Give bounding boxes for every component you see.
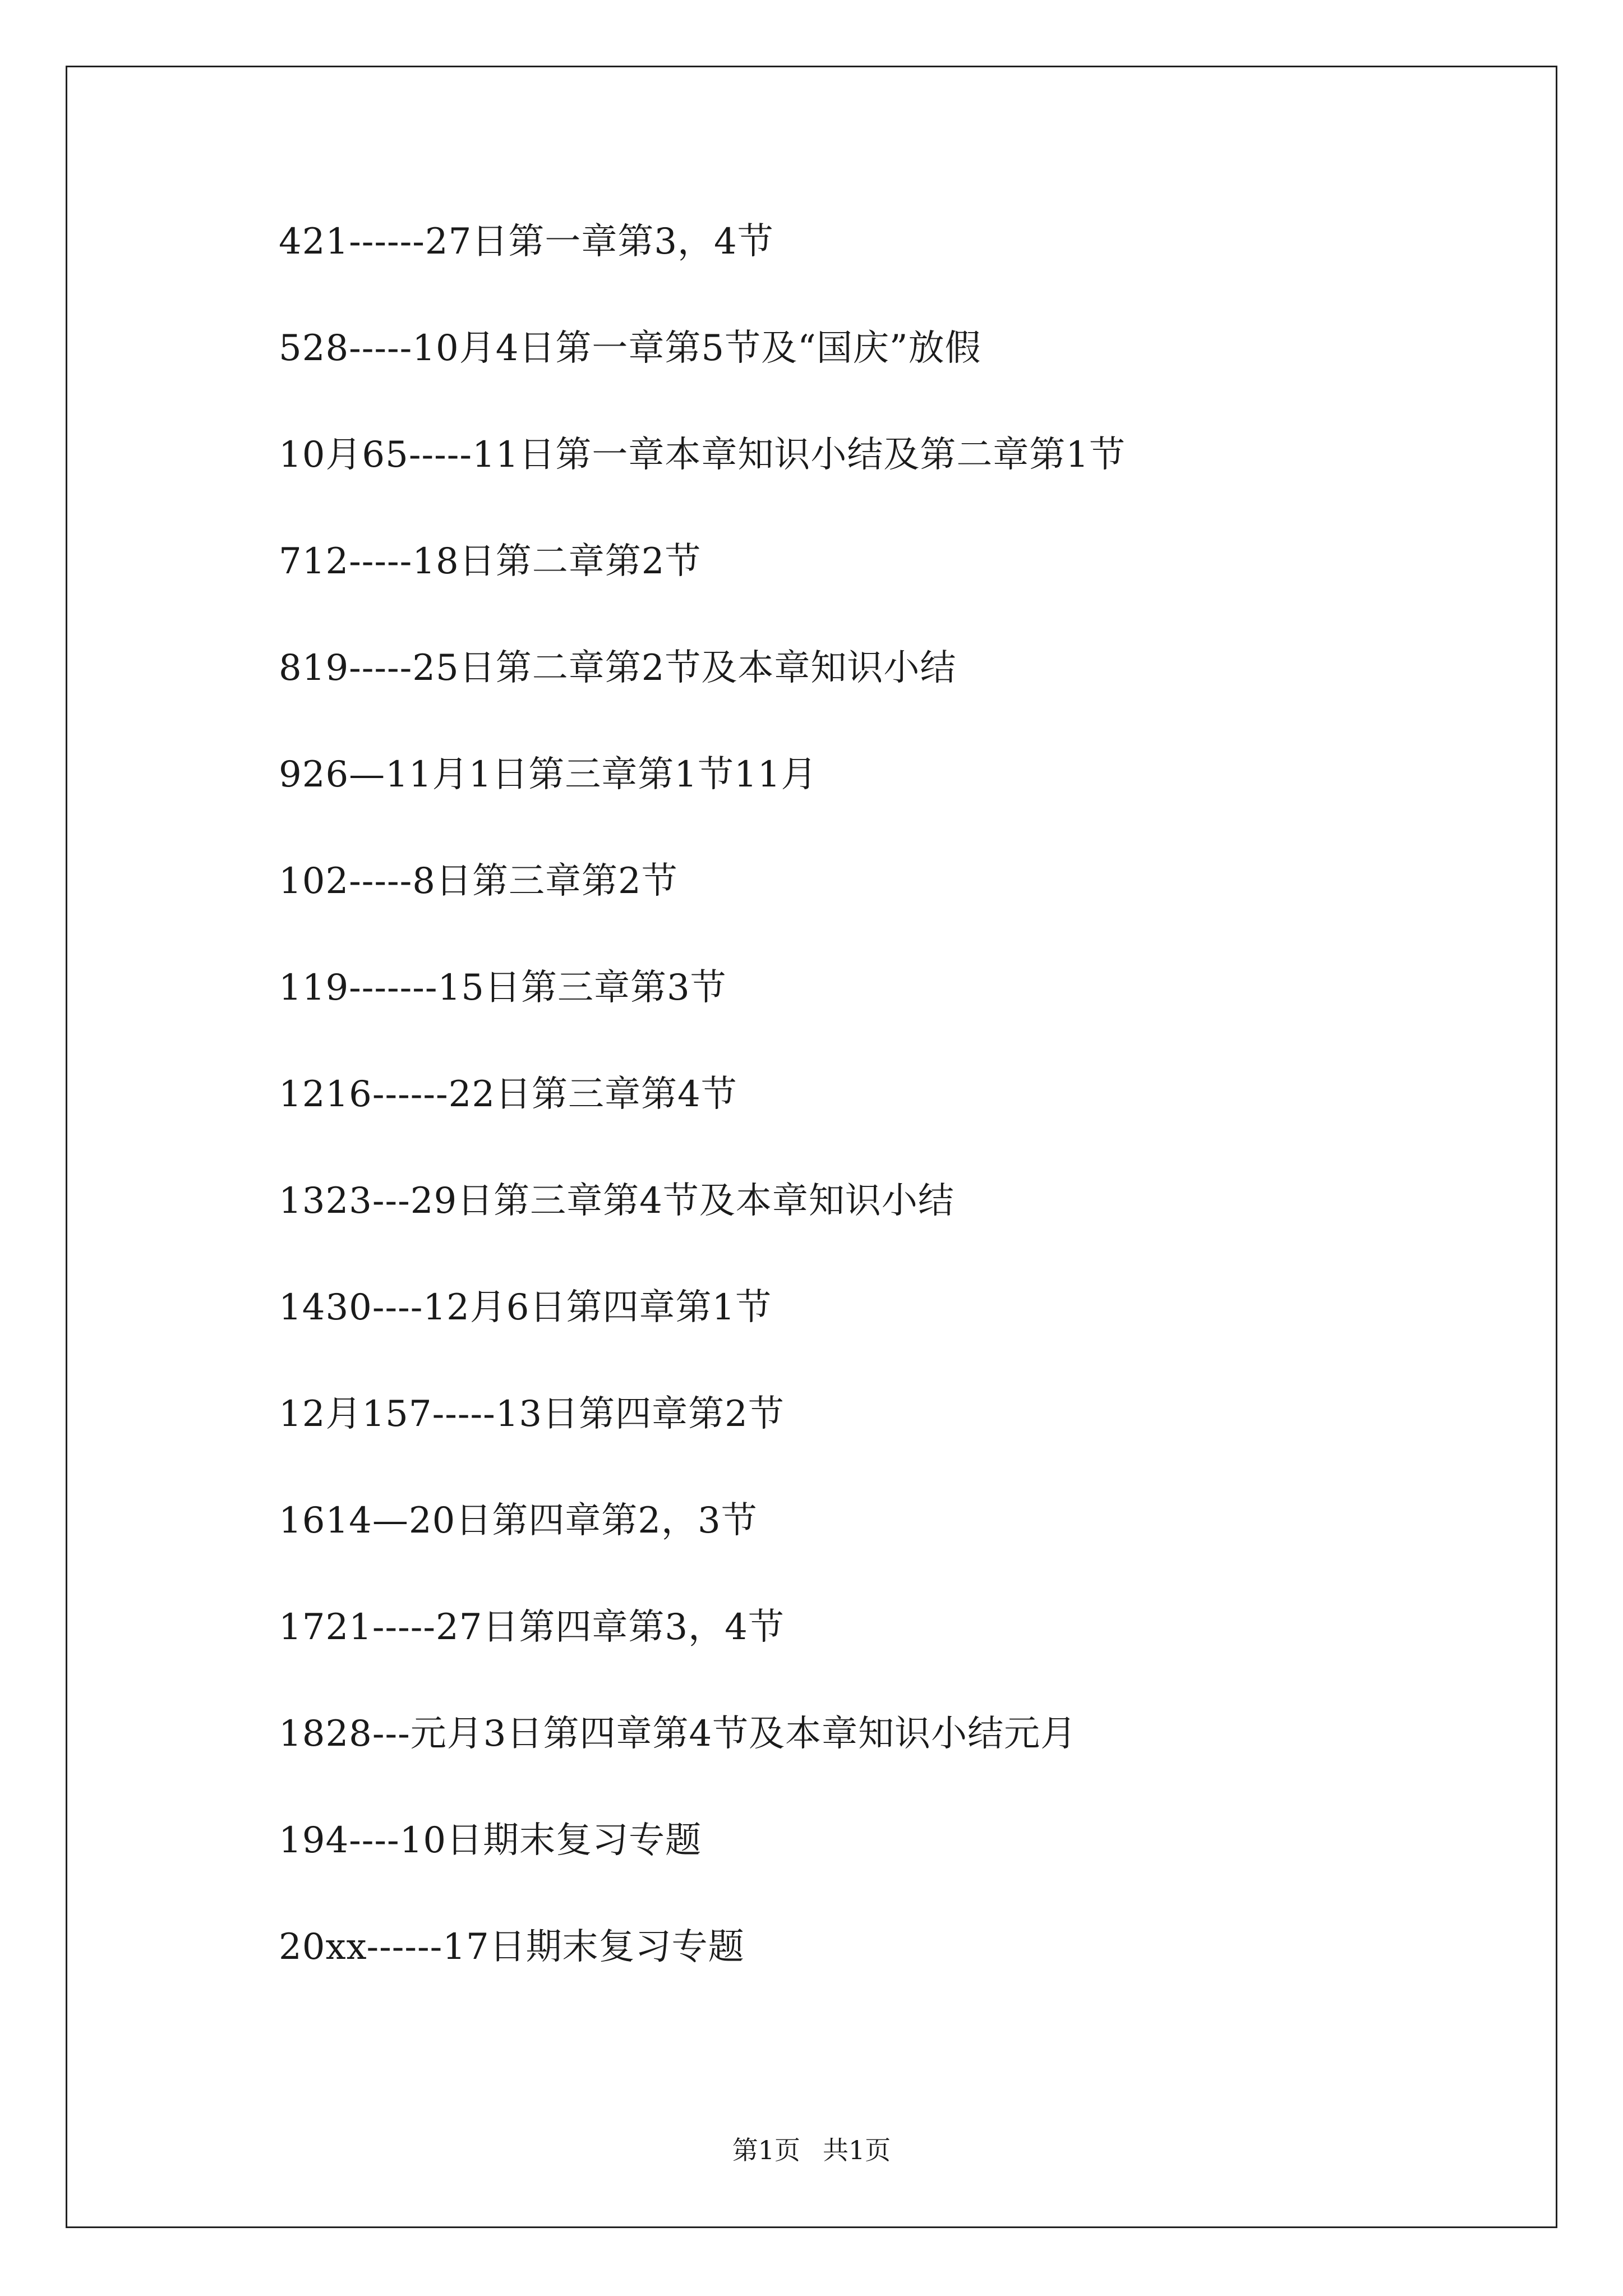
schedule-list — [279, 216, 1456, 2028]
page-number-current: 第1页 — [732, 2135, 800, 2165]
schedule-line: 102-----8日第三章第2节 — [279, 861, 678, 902]
schedule-line: 1721-----27日第四章第3，4节 — [279, 1607, 785, 1648]
schedule-line: 10月65-----11日第一章本章知识小结及第二章第1节 — [279, 434, 1126, 476]
schedule-line: 819-----25日第二章第2节及本章知识小结 — [279, 647, 957, 689]
page-footer — [0, 2133, 1623, 2167]
schedule-line: 119-------15日第三章第3节 — [279, 967, 727, 1009]
schedule-line: 712-----18日第二章第2节 — [279, 541, 702, 582]
schedule-line: 1430----12月6日第四章第1节 — [279, 1287, 772, 1328]
schedule-line: 926—11月1日第三章第1节11月 — [279, 754, 818, 795]
schedule-line: 528-----10月4日第一章第5节及“国庆”放假 — [279, 328, 981, 369]
schedule-line: 20xx------17日期末复习专题 — [279, 1926, 745, 1968]
page-number-total: 共1页 — [823, 2135, 891, 2165]
schedule-line: 1614—20日第四章第2，3节 — [279, 1500, 758, 1542]
schedule-line: 194----10日期末复习专题 — [279, 1820, 702, 1861]
schedule-line: 421------27日第一章第3，4节 — [279, 221, 774, 263]
schedule-line: 12月157-----13日第四章第2节 — [279, 1393, 785, 1435]
schedule-line: 1323---29日第三章第4节及本章知识小结 — [279, 1180, 955, 1222]
schedule-line: 1216------22日第三章第4节 — [279, 1074, 737, 1115]
schedule-line: 1828---元月3日第四章第4节及本章知识小结元月 — [279, 1713, 1077, 1755]
